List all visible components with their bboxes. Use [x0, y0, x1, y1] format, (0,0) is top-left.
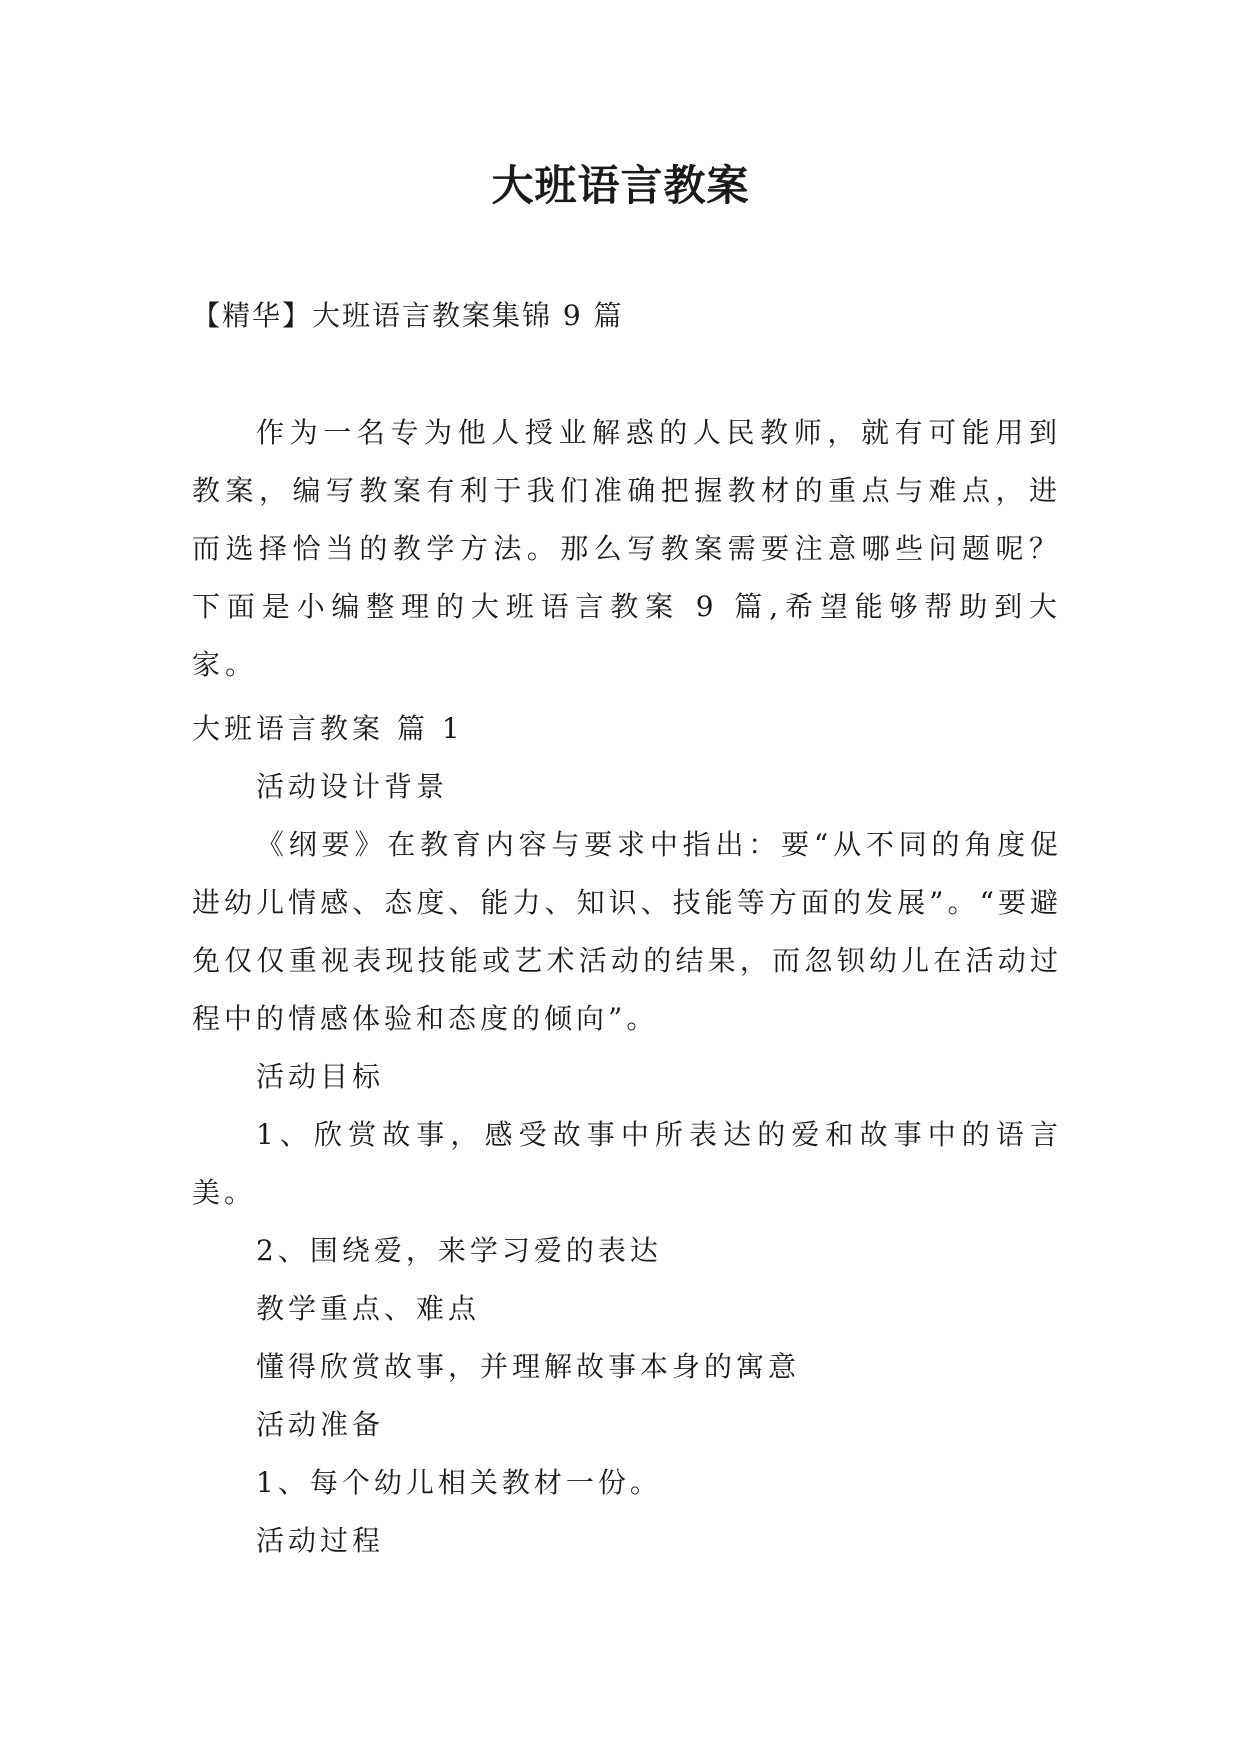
section-paragraph: 1、欣赏故事，感受故事中所表达的爱和故事中的语言美。 — [192, 1118, 1062, 1209]
document-title: 大班语言教案 — [491, 161, 750, 210]
section-paragraph: 活动准备 — [256, 1408, 385, 1441]
intro-paragraph: 作为一名专为他人授业解惑的人民教师，就有可能用到教案，编写教案有利于我们准确把握教材的重点与难点，进而选择恰当的教学方法。那么写教案需要注意哪些问题呢？下面是小编整理的大班语言教案 9 篇,希望能够帮助到大家。 — [192, 416, 1062, 681]
section-paragraph: 教学重点、难点 — [256, 1292, 481, 1325]
section-1 — [192, 700, 1062, 1570]
section-paragraph: 懂得欣赏故事，并理解故事本身的寓意 — [256, 1350, 801, 1383]
section-paragraph: 活动过程 — [256, 1524, 385, 1557]
section-paragraph: 《纲要》在教育内容与要求中指出：要“从不同的角度促进幼儿情感、态度、能力、知识、技能等方面的发展”。“要避免仅仅重视表现技能或艺术活动的结果，而忽钡幼儿在活动过程中的情感体验和态度的倾向”。 — [192, 828, 1062, 1035]
section-heading: 大班语言教案 篇 1 — [192, 712, 464, 745]
section-paragraph: 2、围绕爱，来学习爱的表达 — [256, 1234, 662, 1267]
section-paragraph: 1、每个幼儿相关教材一份。 — [256, 1466, 662, 1499]
section-paragraph: 活动目标 — [256, 1060, 385, 1093]
document-subtitle: 【精华】大班语言教案集锦 9 篇 — [192, 299, 624, 332]
section-paragraph: 活动设计背景 — [256, 770, 449, 803]
